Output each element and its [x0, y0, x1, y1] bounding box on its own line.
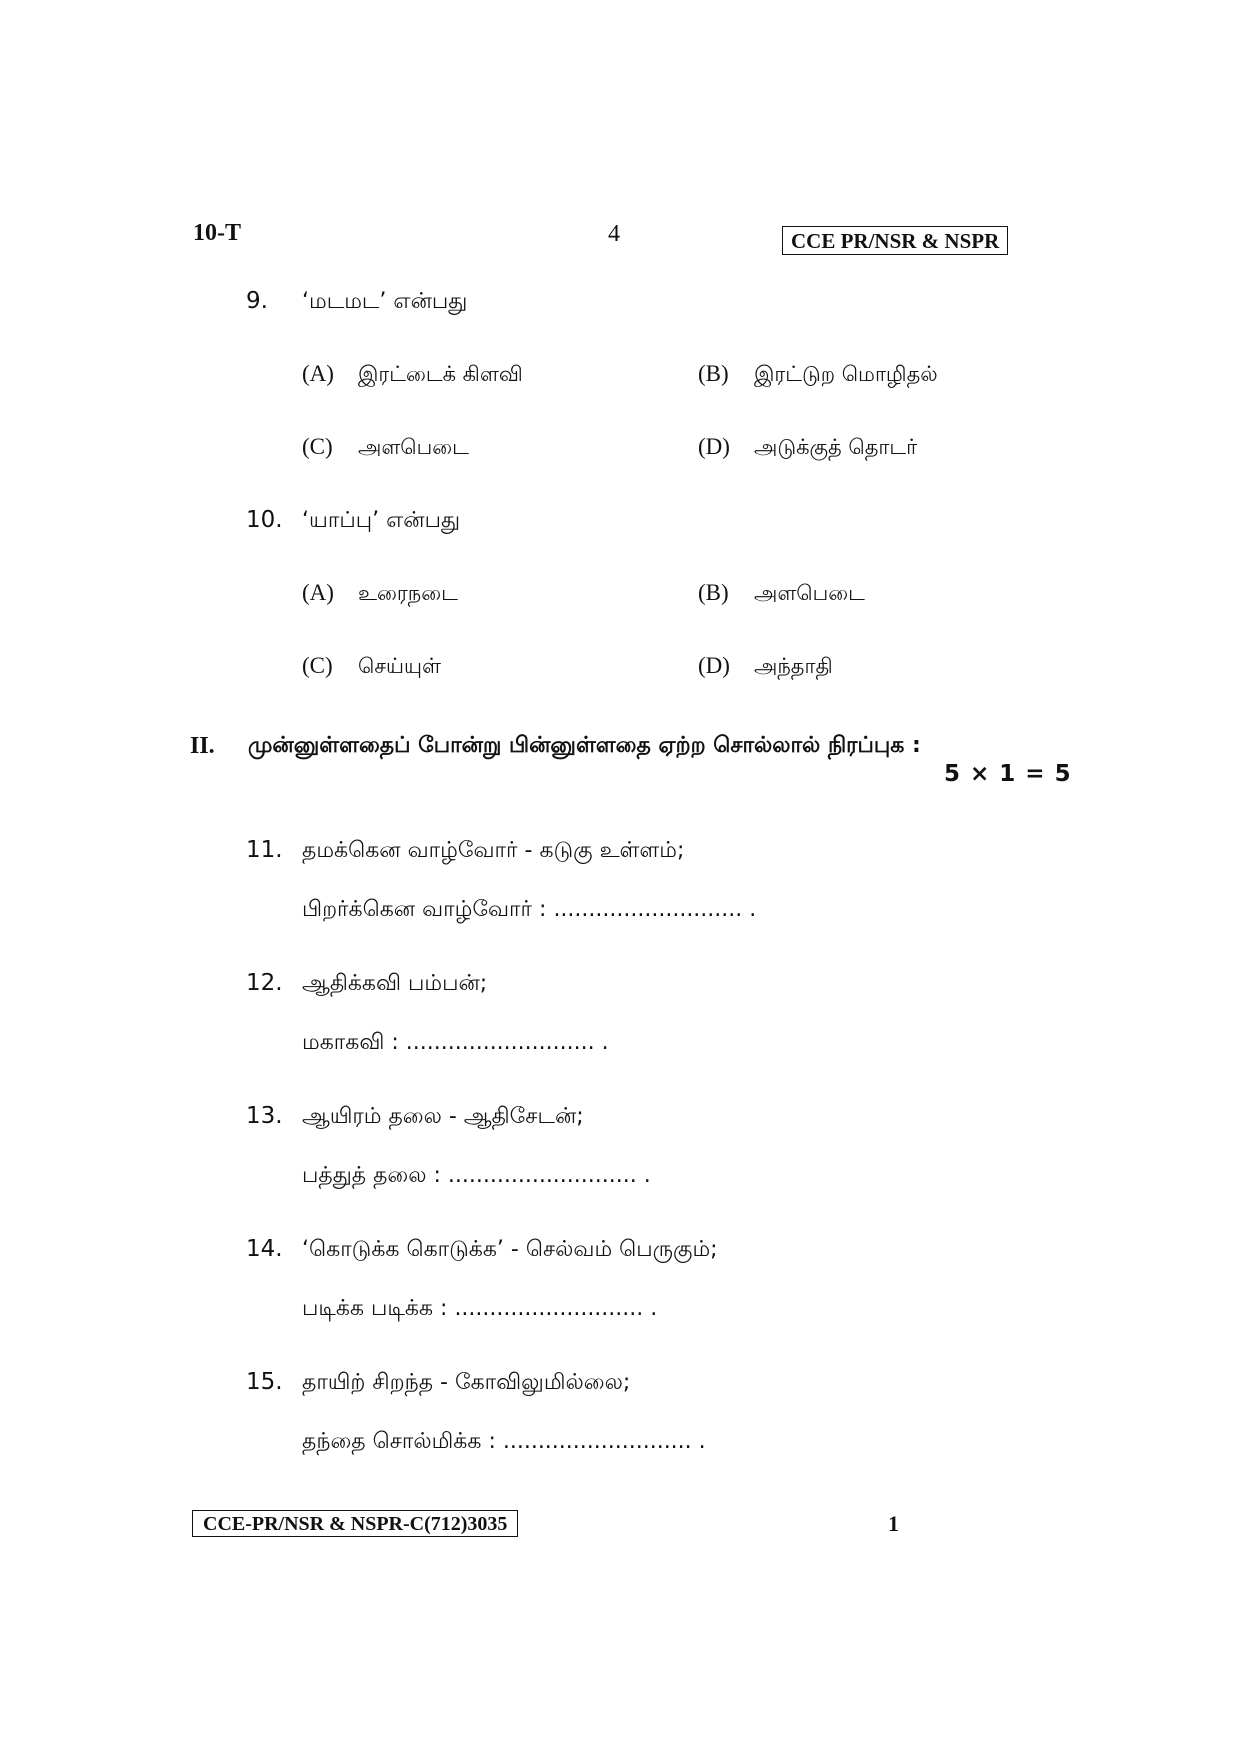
exam-code-box: CCE PR/NSR & NSPR	[782, 226, 1008, 255]
question-11-line1: தமக்கென வாழ்வோர் - கடுகு உள்ளம்;	[302, 838, 685, 863]
document-code: 10-T	[193, 220, 241, 246]
question-10-option-d-label: (D)	[698, 653, 730, 678]
question-15-line1: தாயிற் சிறந்த - கோவிலுமில்லை;	[302, 1370, 631, 1395]
question-11-number: 11.	[246, 837, 283, 863]
question-10-option-a-label: (A)	[302, 580, 334, 605]
question-13-line2: பத்துத் தலை : ........................... .	[302, 1163, 651, 1188]
question-9-option-d-text: அடுக்குத் தொடர்	[754, 435, 918, 459]
question-9-option-b-text: இரட்டுற மொழிதல்	[754, 362, 938, 386]
question-13-line1: ஆயிரம் தலை - ஆதிசேடன்;	[302, 1104, 584, 1129]
page-number: 4	[608, 221, 620, 247]
question-12-line1: ஆதிக்கவி பம்பன்;	[302, 971, 488, 996]
question-12-line2: மகாகவி : ........................... .	[302, 1030, 609, 1055]
section-title: முன்னுள்ளதைப் போன்று பின்னுள்ளதை ஏற்ற சொல்லால் நிரப்புக :	[248, 733, 921, 758]
footer-number: 1	[888, 1511, 899, 1536]
question-10-number: 10.	[246, 507, 283, 533]
question-11-line2: பிறர்க்கென வாழ்வோர் : ........................... .	[302, 897, 757, 922]
question-15-number: 15.	[246, 1369, 283, 1395]
footer-code-box: CCE-PR/NSR & NSPR-C(712)3035	[192, 1510, 518, 1537]
question-10-option-b-label: (B)	[698, 580, 729, 605]
question-10-option-b-text: அளபெடை	[754, 581, 865, 605]
question-9-option-b-label: (B)	[698, 361, 729, 386]
question-10-option-d-text: அந்தாதி	[754, 654, 833, 678]
question-9-number: 9.	[246, 288, 268, 314]
question-13-number: 13.	[246, 1103, 283, 1129]
question-10-option-c-label: (C)	[302, 653, 333, 678]
question-10-text: ‘யாப்பு’ என்பது	[302, 508, 461, 533]
question-9-text: ‘மடமட’ என்பது	[302, 289, 468, 314]
question-15-line2: தந்தை சொல்மிக்க : ........................... .	[302, 1429, 706, 1454]
question-9-option-a-label: (A)	[302, 361, 334, 386]
question-9-option-c-label: (C)	[302, 434, 333, 459]
question-14-line1: ‘கொடுக்க கொடுக்க’ - செல்வம் பெருகும்;	[302, 1237, 718, 1262]
question-9-option-d-label: (D)	[698, 434, 730, 459]
question-10-option-a-text: உரைநடை	[358, 581, 458, 605]
section-marks: 5 × 1 = 5	[944, 761, 1072, 787]
question-12-number: 12.	[246, 970, 283, 996]
question-9-option-a-text: இரட்டைக் கிளவி	[358, 362, 523, 386]
section-number: II.	[190, 733, 215, 759]
question-10-option-c-text: செய்யுள்	[358, 654, 441, 678]
question-14-line2: படிக்க படிக்க : ........................... .	[302, 1296, 658, 1321]
question-9-option-c-text: அளபெடை	[358, 435, 469, 459]
question-14-number: 14.	[246, 1236, 283, 1262]
